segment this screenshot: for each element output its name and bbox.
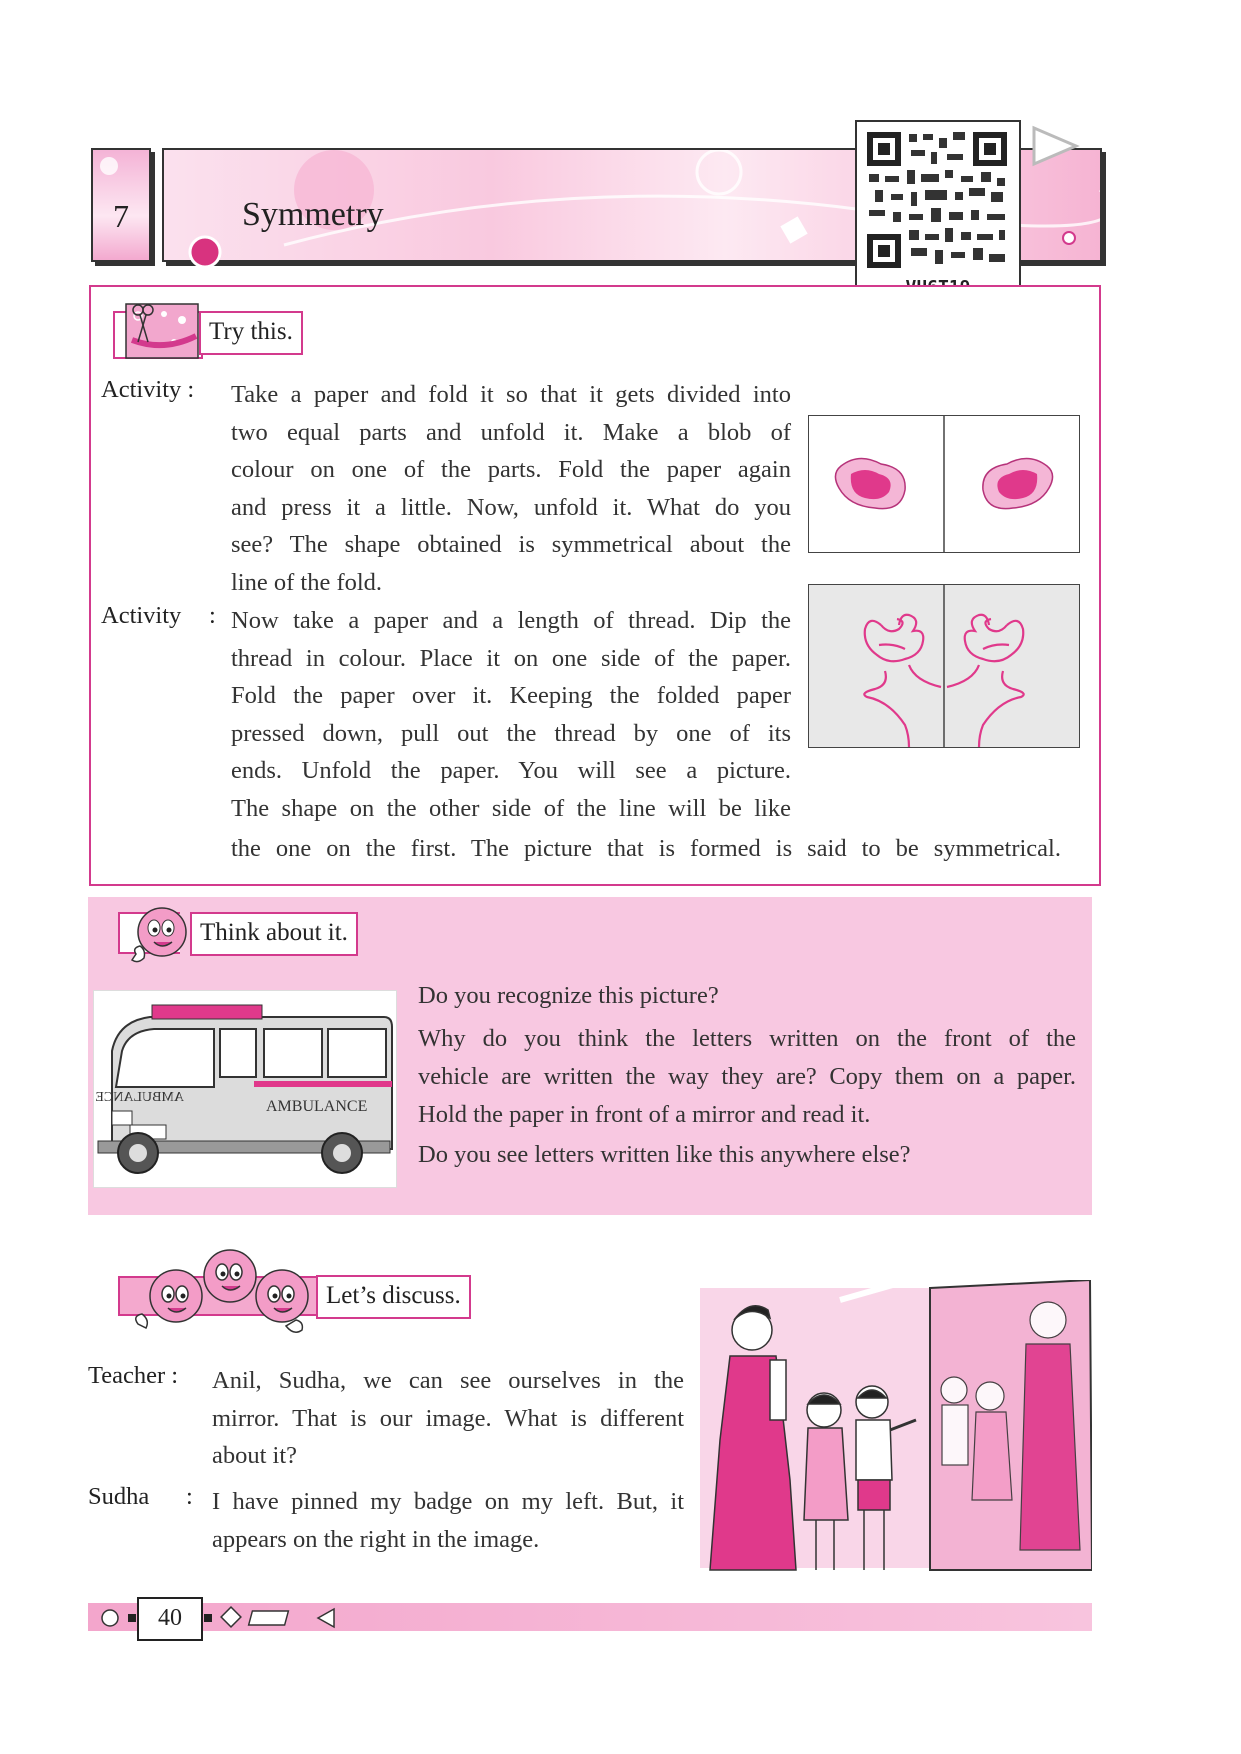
activity-1-line: colour on one of the parts. Fold the paper again [231, 456, 791, 483]
chapter-number-box [91, 148, 151, 262]
teacher-line: about it? [212, 1442, 298, 1469]
activity-1-line: line of the fold. [231, 568, 383, 596]
triangle-ornament-icon [1030, 124, 1080, 168]
circle-ornament-icon [97, 154, 121, 178]
activity-2-line: The shape on the other side of the line will be like [231, 794, 791, 822]
thread-illustration [809, 585, 1079, 747]
sudha-colon: : [186, 1483, 193, 1510]
chapter-number: 7 [113, 198, 129, 234]
ambulance-side-text: AMBULANCE [266, 1098, 368, 1115]
activity-2-label: Activity [101, 602, 182, 629]
activity-2-colon: : [209, 602, 216, 629]
think-question-2-line: vehicle are written the way they are? Copy them on a paper. [418, 1062, 1076, 1090]
ambulance-icon [94, 991, 396, 1187]
pink-dot-icon [185, 232, 225, 272]
think-question-3: Hold the paper in front of a mirror and read it. [418, 1101, 871, 1128]
think-question-1: Do you recognize this picture? [418, 982, 719, 1009]
activity-2-line: Now take a paper and a length of thread. Dip the [231, 607, 791, 634]
sudha-label: Sudha [88, 1483, 150, 1510]
sudha-line: I have pinned my badge on my left. But, it [212, 1488, 684, 1515]
teacher-speech [212, 1362, 684, 1475]
activity-1-line: and press it a little. Now, unfold it. What do you [231, 493, 791, 521]
teacher-label: Teacher : [88, 1362, 179, 1389]
activity-1-line: see? The shape obtained is symmetrical about the [231, 531, 791, 558]
think-question-2 [418, 1020, 1076, 1095]
mirror-scene-illustration [700, 1280, 1092, 1580]
activity-2-line: ends. Unfold the paper. You will see a picture. [231, 757, 791, 784]
think-about-it-tag: Think about it. [190, 912, 358, 956]
sudha-line: appears on the right in the image. [212, 1525, 540, 1553]
blob-illustration [809, 416, 1079, 552]
footer-shapes-icon [98, 1605, 338, 1631]
activity-2-line: thread in colour. Place it on one side of the paper. [231, 644, 791, 672]
activity-1-label: Activity : [101, 376, 195, 403]
chapter-title: Symmetry [242, 196, 384, 233]
lets-discuss-tag: Let’s discuss. [316, 1275, 471, 1319]
activity-2-text [231, 602, 791, 827]
qr-code [855, 120, 1021, 302]
blob-fold-figure [808, 415, 1080, 553]
ambulance-picture [93, 990, 397, 1188]
activity-2-line: pressed down, pull out the thread by one of its [231, 719, 791, 747]
think-question-2-line: Why do you think the letters written on the front of the [418, 1025, 1076, 1052]
thread-fold-figure [808, 584, 1080, 748]
ambulance-front-text: AMBULANCE [95, 1090, 184, 1105]
teacher-line: mirror. That is our image. What is different [212, 1404, 684, 1432]
activity-1-line: Take a paper and fold it so that it gets divided into [231, 381, 791, 408]
qr-code-icon [865, 130, 1009, 270]
activity-2-last-line: the one on the first. The picture that is formed is said to be symmetrical. [231, 835, 1061, 862]
three-faces-icon [118, 1244, 328, 1342]
page-number: 40 [137, 1597, 203, 1641]
sudha-speech [212, 1483, 684, 1558]
activity-2-line: Fold the paper over it. Keeping the folded paper [231, 682, 791, 709]
try-this-tag: Try this. [199, 311, 303, 355]
think-question-4: Do you see letters written like this anywhere else? [418, 1141, 911, 1168]
thinking-face-icon [126, 904, 192, 968]
teacher-line: Anil, Sudha, we can see ourselves in the [212, 1367, 684, 1394]
activity-1-line: two equal parts and unfold it. Make a blob of [231, 418, 791, 446]
scissors-ribbon-icon [124, 302, 200, 360]
activity-1-text [231, 376, 791, 601]
